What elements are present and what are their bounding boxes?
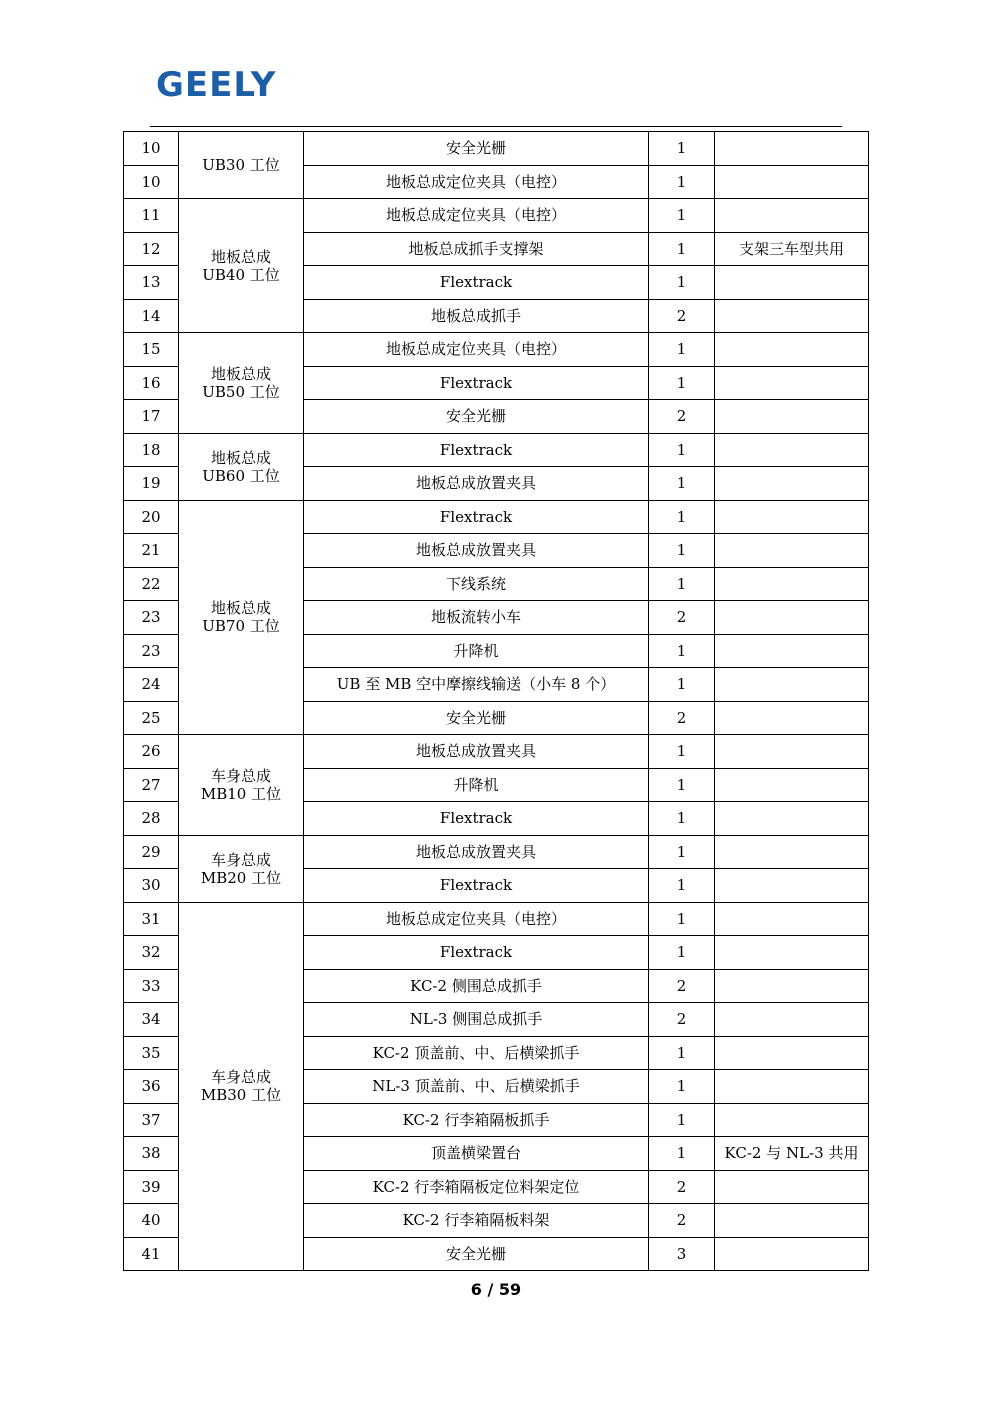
quantity: 1 xyxy=(649,500,715,534)
quantity: 1 xyxy=(649,902,715,936)
quantity: 1 xyxy=(649,936,715,970)
equipment-name: Flextrack xyxy=(304,802,649,836)
row-number: 16 xyxy=(124,366,179,400)
remark xyxy=(715,1070,869,1104)
station-label: UB60 工位 xyxy=(202,466,280,485)
equipment-name: Flextrack xyxy=(304,433,649,467)
remark xyxy=(715,902,869,936)
table-row xyxy=(124,433,869,467)
station-label: UB30 工位 xyxy=(202,156,280,174)
row-number: 38 xyxy=(124,1137,179,1171)
row-number: 25 xyxy=(124,701,179,735)
table-row xyxy=(124,132,869,166)
quantity: 1 xyxy=(649,534,715,568)
table-row xyxy=(124,333,869,367)
row-number: 20 xyxy=(124,500,179,534)
equipment-name: 升降机 xyxy=(304,768,649,802)
equipment-name: 安全光栅 xyxy=(304,701,649,735)
equipment-name: Flextrack xyxy=(304,266,649,300)
remark: 支架三车型共用 xyxy=(715,232,869,266)
remark xyxy=(715,869,869,903)
quantity: 2 xyxy=(649,601,715,635)
remark xyxy=(715,433,869,467)
station-label: 地板总成 xyxy=(210,364,271,383)
remark xyxy=(715,132,869,166)
quantity: 1 xyxy=(649,366,715,400)
remark xyxy=(715,1003,869,1037)
equipment-name: KC-2 行李箱隔板料架 xyxy=(304,1204,649,1238)
remark xyxy=(715,500,869,534)
remark xyxy=(715,400,869,434)
row-number: 34 xyxy=(124,1003,179,1037)
table-row xyxy=(124,199,869,233)
equipment-name: KC-2 行李箱隔板定位料架定位 xyxy=(304,1170,649,1204)
row-number: 32 xyxy=(124,936,179,970)
station-label: MB10 工位 xyxy=(200,784,282,803)
equipment-name: 下线系统 xyxy=(304,567,649,601)
remark xyxy=(715,366,869,400)
row-number: 26 xyxy=(124,735,179,769)
remark xyxy=(715,668,869,702)
row-number: 40 xyxy=(124,1204,179,1238)
row-number: 24 xyxy=(124,668,179,702)
equipment-name: NL-3 顶盖前、中、后横梁抓手 xyxy=(304,1070,649,1104)
remark xyxy=(715,333,869,367)
remark xyxy=(715,1204,869,1238)
table-row xyxy=(124,500,869,534)
row-number: 41 xyxy=(124,1237,179,1271)
station-label: UB40 工位 xyxy=(202,265,280,284)
quantity: 1 xyxy=(649,165,715,199)
equipment-name: KC-2 顶盖前、中、后横梁抓手 xyxy=(304,1036,649,1070)
equipment-name: 地板总成定位夹具（电控） xyxy=(304,902,649,936)
station-cell xyxy=(179,735,304,836)
remark xyxy=(715,936,869,970)
station-label: 车身总成 xyxy=(210,850,271,869)
equipment-name: UB 至 MB 空中摩擦线输送（小车 8 个） xyxy=(304,668,649,702)
equipment-name: Flextrack xyxy=(304,366,649,400)
quantity: 3 xyxy=(649,1237,715,1271)
row-number: 19 xyxy=(124,467,179,501)
quantity: 1 xyxy=(649,1036,715,1070)
equipment-name: 顶盖横梁置台 xyxy=(304,1137,649,1171)
row-number: 15 xyxy=(124,333,179,367)
page-number: 6 / 59 xyxy=(470,1280,522,1299)
equipment-name: Flextrack xyxy=(304,500,649,534)
quantity: 1 xyxy=(649,1103,715,1137)
quantity: 2 xyxy=(649,1003,715,1037)
equipment-name: 地板总成放置夹具 xyxy=(304,835,649,869)
station-label: 地板总成 xyxy=(210,247,271,266)
station-label: UB50 工位 xyxy=(202,382,280,401)
equipment-name: 安全光栅 xyxy=(304,132,649,166)
quantity: 1 xyxy=(649,634,715,668)
remark xyxy=(715,299,869,333)
remark xyxy=(715,1103,869,1137)
equipment-name: Flextrack xyxy=(304,936,649,970)
equipment-name: 地板流转小车 xyxy=(304,601,649,635)
remark xyxy=(715,768,869,802)
quantity: 2 xyxy=(649,299,715,333)
station-cell xyxy=(179,500,304,735)
row-number: 28 xyxy=(124,802,179,836)
remark xyxy=(715,802,869,836)
station-label: MB30 工位 xyxy=(200,1086,282,1105)
station-label: UB70 工位 xyxy=(202,617,280,636)
quantity: 1 xyxy=(649,266,715,300)
quantity: 1 xyxy=(649,232,715,266)
quantity: 1 xyxy=(649,567,715,601)
quantity: 2 xyxy=(649,701,715,735)
remark xyxy=(715,467,869,501)
equipment-name: 地板总成抓手 xyxy=(304,299,649,333)
quantity: 1 xyxy=(649,1070,715,1104)
equipment-name: 地板总成放置夹具 xyxy=(304,735,649,769)
equipment-name: 地板总成放置夹具 xyxy=(304,467,649,501)
remark xyxy=(715,165,869,199)
quantity: 1 xyxy=(649,802,715,836)
quantity: 1 xyxy=(649,835,715,869)
quantity: 2 xyxy=(649,400,715,434)
equipment-name: 地板总成放置夹具 xyxy=(304,534,649,568)
quantity: 1 xyxy=(649,467,715,501)
remark xyxy=(715,1237,869,1271)
row-number: 30 xyxy=(124,869,179,903)
station-label: 地板总成 xyxy=(210,448,271,467)
row-number: 39 xyxy=(124,1170,179,1204)
station-cell xyxy=(179,333,304,434)
header-rule xyxy=(150,126,842,127)
station-label: MB20 工位 xyxy=(200,868,282,887)
row-number: 10 xyxy=(124,165,179,199)
remark xyxy=(715,534,869,568)
remark xyxy=(715,735,869,769)
remark xyxy=(715,701,869,735)
row-number: 11 xyxy=(124,199,179,233)
row-number: 21 xyxy=(124,534,179,568)
row-number: 14 xyxy=(124,299,179,333)
quantity: 1 xyxy=(649,768,715,802)
row-number: 12 xyxy=(124,232,179,266)
equipment-table xyxy=(123,131,869,1271)
remark xyxy=(715,969,869,1003)
equipment-name: KC-2 行李箱隔板抓手 xyxy=(304,1103,649,1137)
quantity: 1 xyxy=(649,132,715,166)
quantity: 2 xyxy=(649,1204,715,1238)
quantity: 1 xyxy=(649,1137,715,1171)
row-number: 27 xyxy=(124,768,179,802)
station-cell xyxy=(179,132,304,199)
equipment-name: 地板总成定位夹具（电控） xyxy=(304,333,649,367)
remark xyxy=(715,266,869,300)
station-label: 车身总成 xyxy=(210,1068,271,1087)
row-number: 18 xyxy=(124,433,179,467)
quantity: 1 xyxy=(649,869,715,903)
equipment-name: KC-2 侧围总成抓手 xyxy=(304,969,649,1003)
quantity: 1 xyxy=(649,333,715,367)
station-cell xyxy=(179,835,304,902)
remark xyxy=(715,601,869,635)
table-row xyxy=(124,735,869,769)
quantity: 2 xyxy=(649,969,715,1003)
remark xyxy=(715,1170,869,1204)
equipment-name: 地板总成抓手支撑架 xyxy=(304,232,649,266)
station-cell xyxy=(179,902,304,1271)
quantity: 1 xyxy=(649,735,715,769)
remark xyxy=(715,1036,869,1070)
row-number: 31 xyxy=(124,902,179,936)
equipment-name: 安全光栅 xyxy=(304,400,649,434)
table-row xyxy=(124,835,869,869)
quantity: 2 xyxy=(649,1170,715,1204)
row-number: 23 xyxy=(124,601,179,635)
row-number: 33 xyxy=(124,969,179,1003)
equipment-name: NL-3 侧围总成抓手 xyxy=(304,1003,649,1037)
quantity: 1 xyxy=(649,199,715,233)
row-number: 29 xyxy=(124,835,179,869)
station-label: 地板总成 xyxy=(210,599,271,618)
remark xyxy=(715,634,869,668)
row-number: 13 xyxy=(124,266,179,300)
equipment-name: 安全光栅 xyxy=(304,1237,649,1271)
quantity: 1 xyxy=(649,668,715,702)
row-number: 23 xyxy=(124,634,179,668)
table-row xyxy=(124,902,869,936)
remark xyxy=(715,835,869,869)
row-number: 17 xyxy=(124,400,179,434)
station-cell xyxy=(179,433,304,500)
geely-logo: GEELY xyxy=(156,65,277,105)
row-number: 36 xyxy=(124,1070,179,1104)
station-label: 车身总成 xyxy=(210,766,271,785)
equipment-name: 升降机 xyxy=(304,634,649,668)
remark: KC-2 与 NL-3 共用 xyxy=(715,1137,869,1171)
remark xyxy=(715,199,869,233)
equipment-name: 地板总成定位夹具（电控） xyxy=(304,199,649,233)
quantity: 1 xyxy=(649,433,715,467)
station-cell xyxy=(179,199,304,333)
row-number: 35 xyxy=(124,1036,179,1070)
equipment-name: Flextrack xyxy=(304,869,649,903)
row-number: 37 xyxy=(124,1103,179,1137)
row-number: 22 xyxy=(124,567,179,601)
row-number: 10 xyxy=(124,132,179,166)
equipment-name: 地板总成定位夹具（电控） xyxy=(304,165,649,199)
remark xyxy=(715,567,869,601)
